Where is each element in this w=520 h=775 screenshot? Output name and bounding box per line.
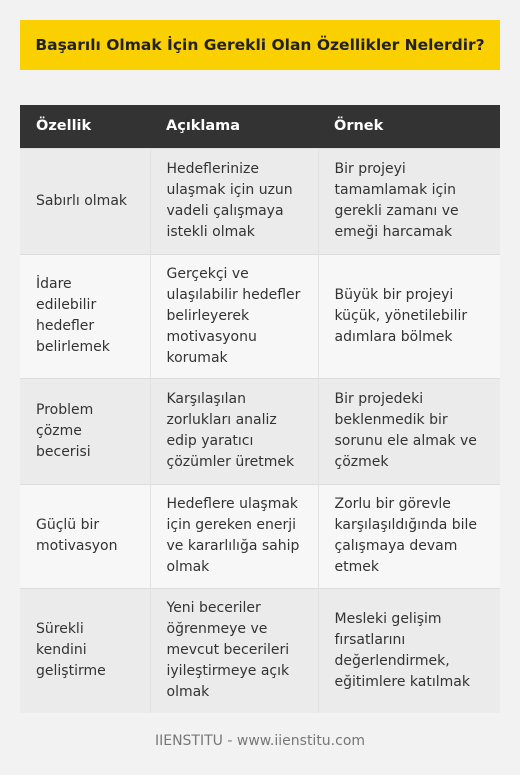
example-cell: Bir projeyi tamamlamak için gerekli zamanı ve emeği harcamak: [318, 148, 500, 254]
example-cell: Bir projedeki beklenmedik bir sorunu ele almak ve çözmek: [318, 378, 500, 484]
footer-source: IIENSTITU - www.iienstitu.com: [154, 733, 366, 749]
table-row: [20, 378, 500, 484]
description-cell: Hedeflerinize ulaşmak için uzun vadeli çalışmaya istekli olmak: [150, 148, 318, 254]
feature-cell: Güçlü bir motivasyon: [20, 484, 150, 588]
description-cell: Yeni beceriler öğrenmeye ve mevcut becerileri iyileştirmeye açık olmak: [150, 588, 318, 713]
example-cell: Mesleki gelişim fırsatlarını değerlendirmek, eğitimlere katılmak: [318, 588, 500, 713]
feature-cell: Problem çözme becerisi: [20, 378, 150, 484]
table-row: [20, 484, 500, 588]
column-header-example: Örnek: [318, 105, 500, 148]
feature-cell: Sürekli kendini geliştirme: [20, 588, 150, 713]
column-header-feature: Özellik: [20, 105, 150, 148]
description-cell: Karşılaşılan zorlukları analiz edip yaratıcı çözümler üretmek: [150, 378, 318, 484]
page-title: Başarılı Olmak İçin Gerekli Olan Özellikler Nelerdir?: [20, 20, 500, 70]
column-header-description: Açıklama: [150, 105, 318, 148]
feature-cell: İdare edilebilir hedefler belirlemek: [20, 254, 150, 378]
table-row: [20, 148, 500, 254]
description-cell: Gerçekçi ve ulaşılabilir hedefler belirleyerek motivasyonu korumak: [150, 254, 318, 378]
description-cell: Hedeflere ulaşmak için gereken enerji ve kararlılığa sahip olmak: [150, 484, 318, 588]
example-cell: Zorlu bir görevle karşılaşıldığında bile çalışmaya devam etmek: [318, 484, 500, 588]
features-table: [20, 105, 500, 713]
table-header-row: [20, 105, 500, 148]
table-row: [20, 254, 500, 378]
feature-cell: Sabırlı olmak: [20, 148, 150, 254]
example-cell: Büyük bir projeyi küçük, yönetilebilir adımlara bölmek: [318, 254, 500, 378]
table-row: [20, 588, 500, 713]
